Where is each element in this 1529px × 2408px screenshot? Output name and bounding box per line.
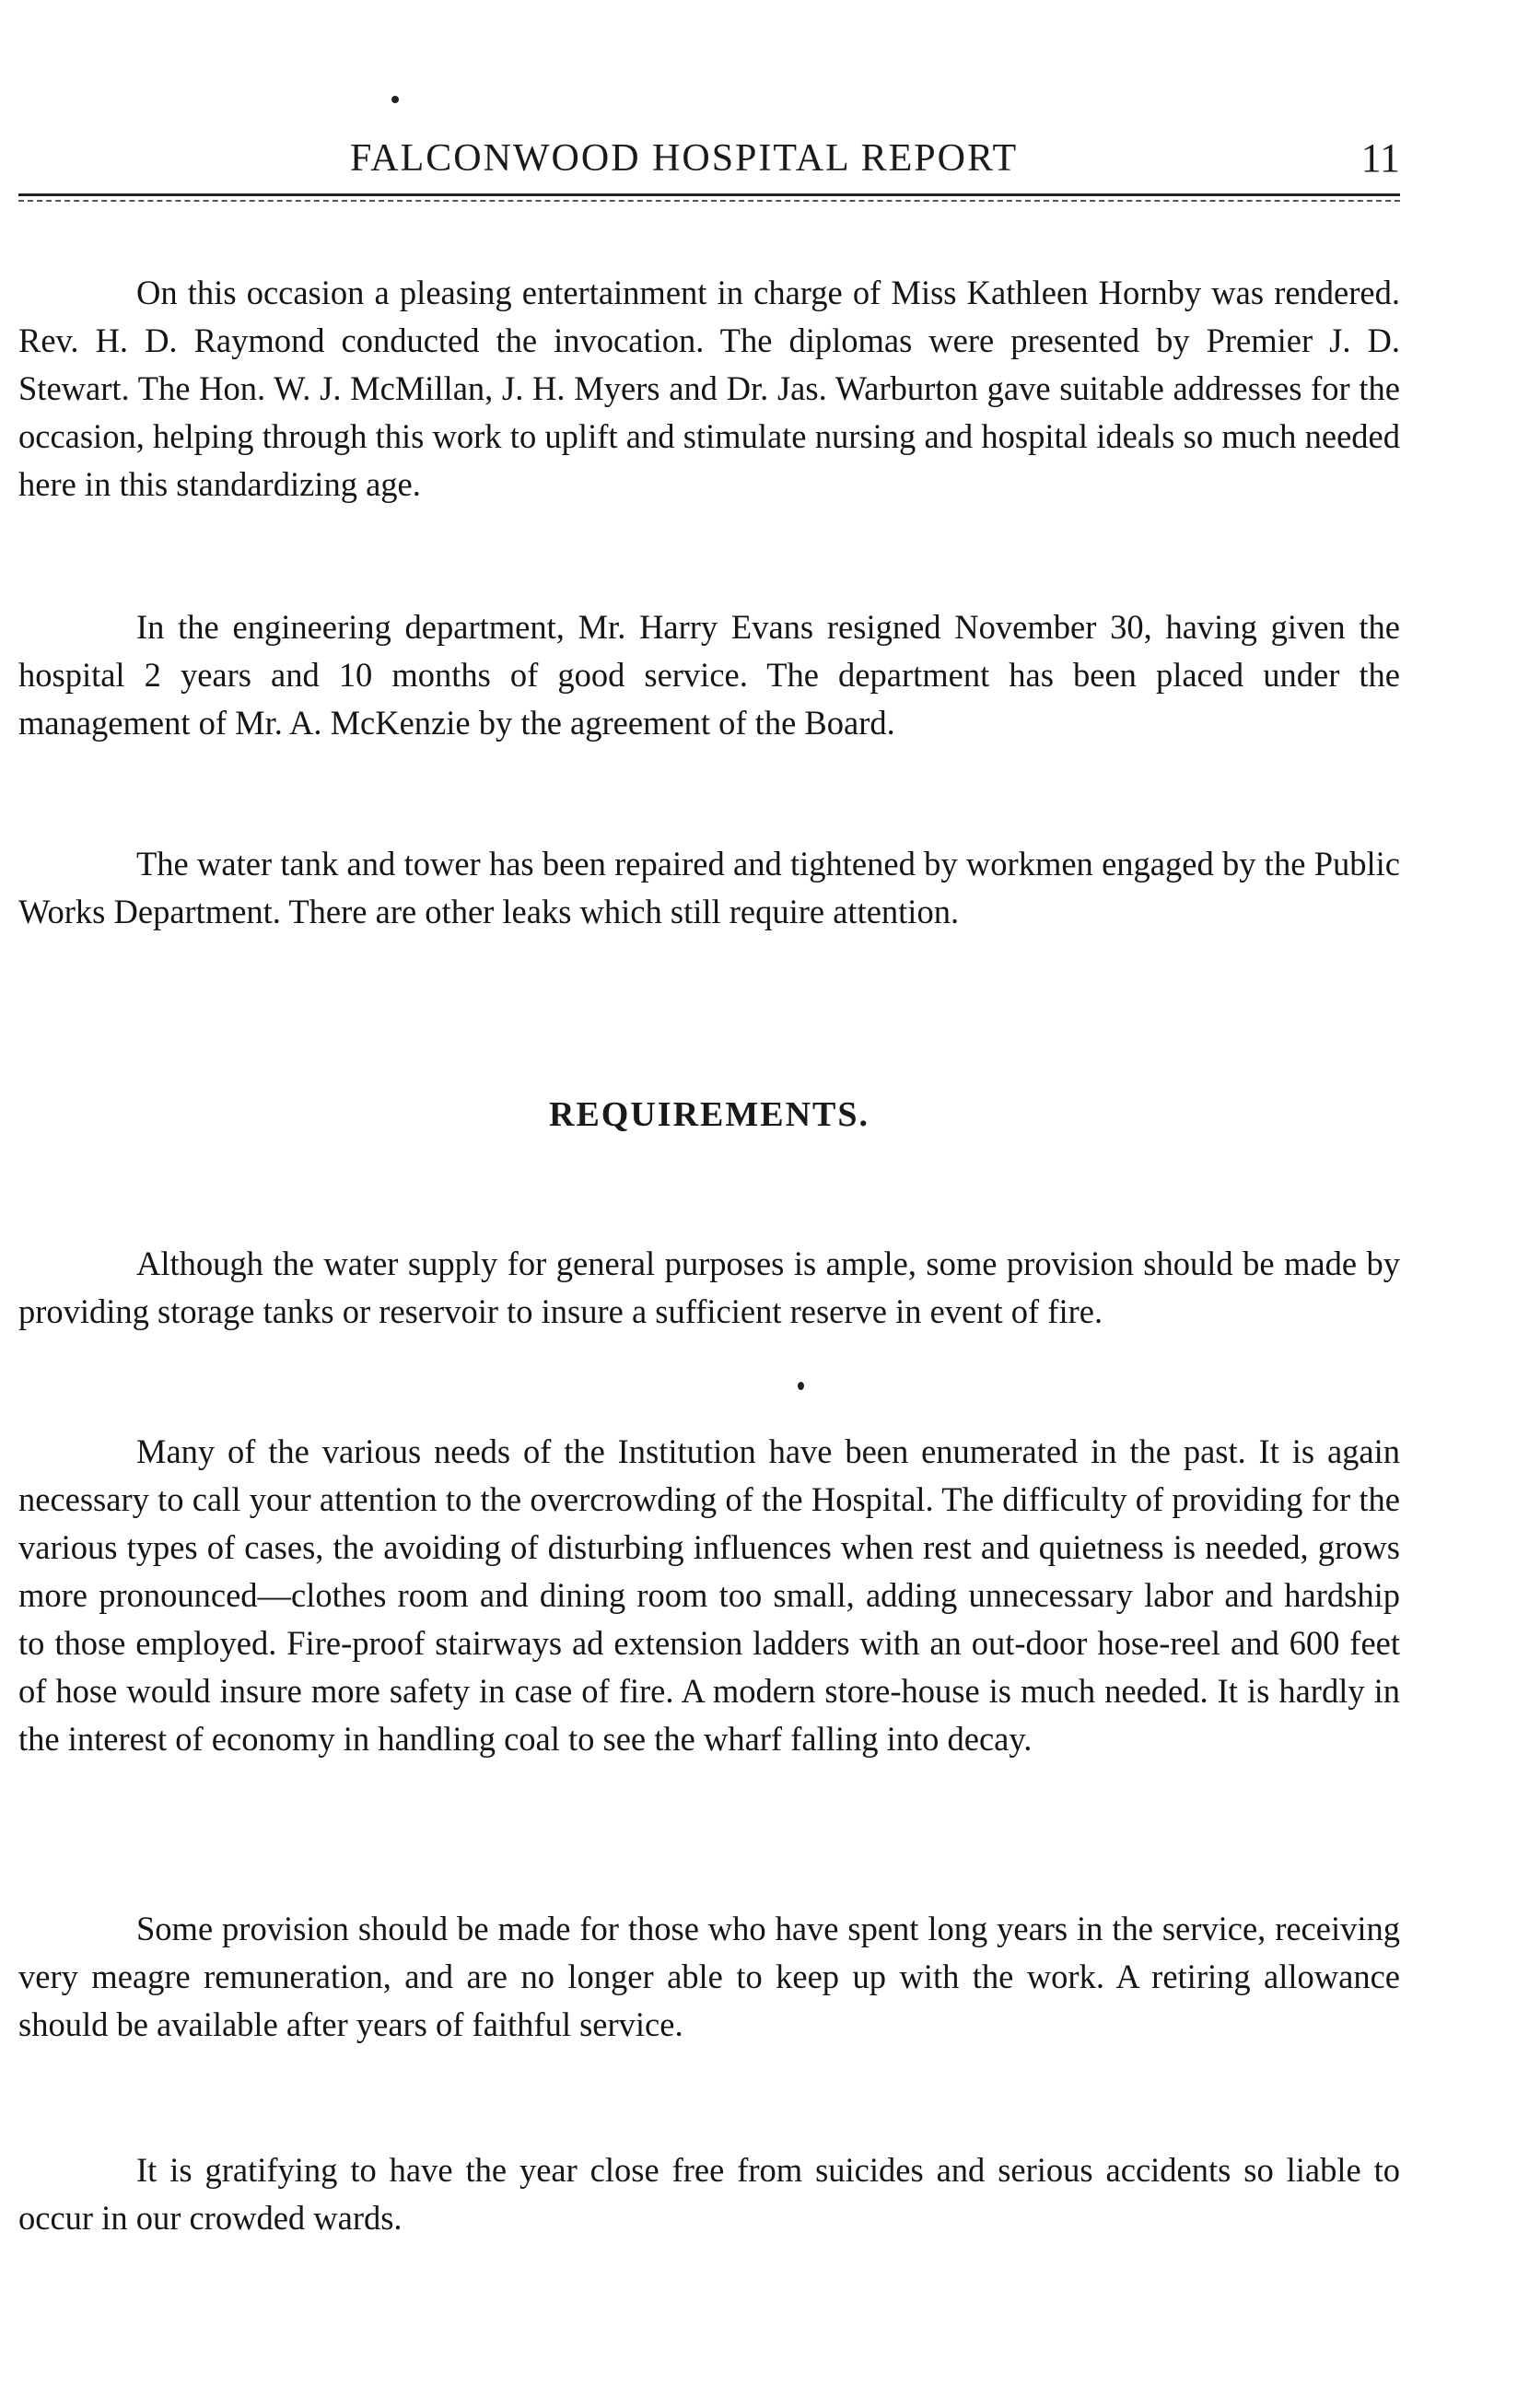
page-number: 11 — [1360, 135, 1400, 181]
paragraph-retiring-allowance: Some provision should be made for those who have spent long years in the service, receiving very meagre remuneration, and are no longer able to keep up with the work. A retiring allowance should be available after years of faithful service. — [18, 1910, 1400, 2043]
section-heading-requirements: REQUIREMENTS. — [549, 1095, 870, 1134]
ink-speck — [798, 1382, 804, 1390]
header-rule-secondary — [18, 200, 1400, 202]
paragraph-no-suicides: It is gratifying to have the year close free from suicides and serious accidents so liable to occur in our crowded wards. — [18, 2151, 1400, 2237]
ink-speck — [391, 96, 399, 103]
running-header — [18, 129, 1400, 193]
paragraph-water-supply: Although the water supply for general purposes is ample, some provision should be made by providing storage tanks or reservoir to insure a sufficient reserve in event of fire. — [18, 1245, 1400, 1330]
paragraph-graduation: On this occasion a pleasing entertainment in charge of Miss Kathleen Hornby was rendered. Rev. H. D. Raymond conducted the invocation. The diplomas were presented by Premier J. D. Stewart. The Hon. W. J. McMillan, J. H. Myers and Dr. Jas. Warburton gave suitable addresses for the occasion, helping through this work to uplift and stimulate nursing and hospital ideals so much needed here in this standardizing age. — [18, 274, 1400, 503]
header-rule — [18, 193, 1400, 196]
paragraph-institution-needs: Many of the various needs of the Institution have been enumerated in the past. It is again necessary to call your attention to the overcrowding of the Hospital. The difficulty of providing for the various types of cases, the avoiding of disturbing influences when rest and quietness is needed, grows more pronounced—clothes room and dining room too small, adding unnecessary labor and hardship to those employed. Fire-proof stairways ad extension ladders with an out-door hose-reel and 600 feet of hose would insure more safety in case of fire. A modern store-house is much needed. It is hardly in the interest of economy in handling coal to see the wharf falling into decay. — [18, 1432, 1400, 1758]
paragraph-engineering: In the engineering department, Mr. Harry Evans resigned November 30, having given the hospital 2 years and 10 months of good service. The department has been placed under the management of Mr. A. McKenzie by the agreement of the Board. — [18, 608, 1400, 742]
header-title: FALCONWOOD HOSPITAL REPORT — [350, 137, 1019, 180]
paragraph-water-tank: The water tank and tower has been repaired and tightened by workmen engaged by the Public Works Department. There are other leaks which still require attention. — [18, 845, 1400, 930]
